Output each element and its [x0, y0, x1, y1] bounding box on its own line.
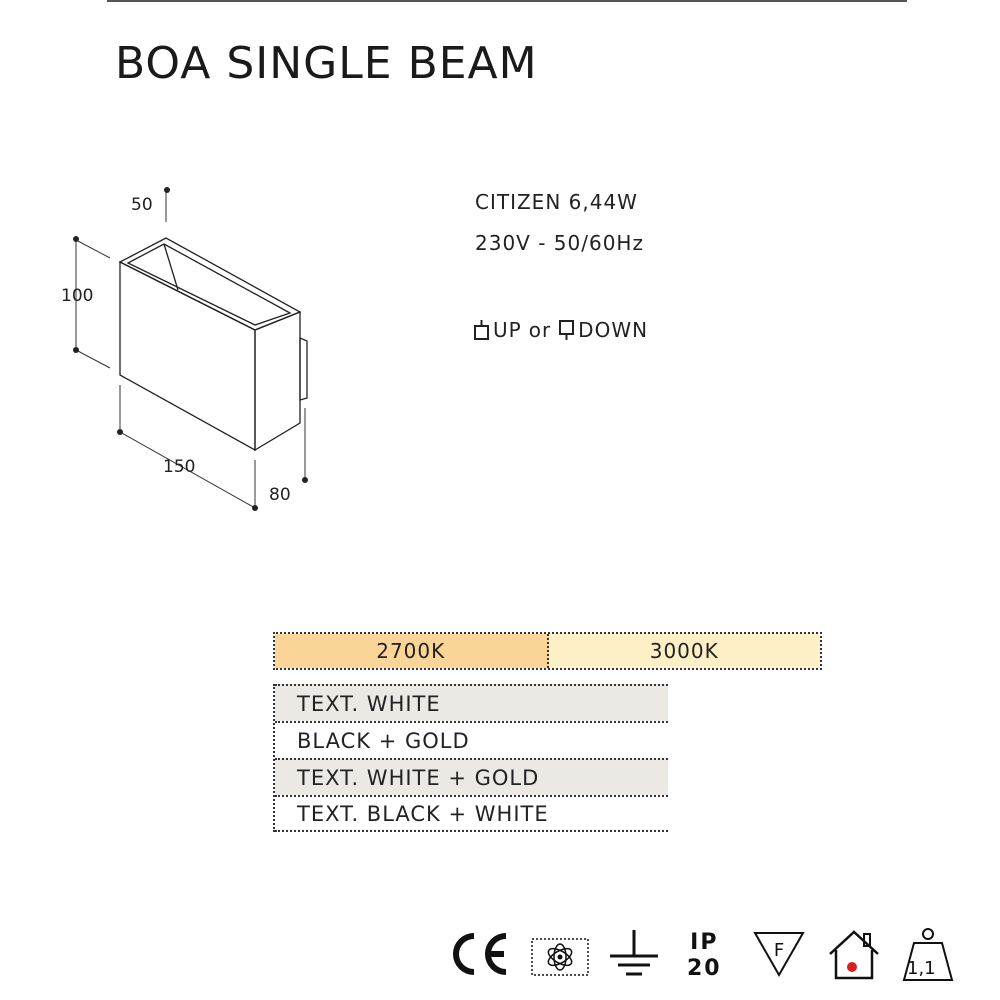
light-up-icon: [473, 319, 491, 341]
dimension-depth-bottom: 80: [269, 485, 291, 505]
finish-options-table: [273, 684, 668, 832]
dimension-width: 150: [163, 457, 196, 477]
class-ii-insulation-icon: [531, 938, 589, 976]
top-divider: [107, 0, 907, 2]
finish-row: TEXT. WHITE + GOLD: [275, 758, 668, 795]
voltage-spec: 230V - 50/60Hz: [475, 231, 644, 255]
ip-value: 20: [687, 956, 722, 981]
ip-rating-badge: [687, 930, 722, 982]
ce-mark-icon: [448, 930, 512, 978]
power-spec: CITIZEN 6,44W: [475, 190, 638, 214]
light-down-icon: [558, 319, 576, 341]
down-label: DOWN: [578, 318, 649, 342]
or-label: or: [528, 318, 552, 342]
ip-label: IP: [690, 930, 719, 955]
svg-text:F: F: [773, 940, 785, 961]
dimension-height: 100: [61, 286, 94, 306]
finish-row: TEXT. WHITE: [275, 684, 668, 721]
finish-row: BLACK + GOLD: [275, 721, 668, 758]
finish-row: TEXT. BLACK + WHITE: [275, 795, 668, 832]
front-face: [120, 262, 255, 450]
product-title: BOA SINGLE BEAM: [115, 38, 538, 89]
weight-value: 1,1: [907, 958, 936, 979]
mounting-options: [473, 318, 648, 342]
dimension-depth-top: 50: [131, 195, 153, 215]
up-label: UP: [493, 318, 522, 342]
color-temperature-table: [273, 632, 822, 670]
earth-ground-icon: [606, 928, 662, 980]
cct-option-3000k: 3000K: [549, 634, 821, 668]
f-mark-icon: [752, 930, 806, 978]
cct-option-2700k: 2700K: [275, 634, 549, 668]
indoor-use-icon: [826, 928, 882, 982]
